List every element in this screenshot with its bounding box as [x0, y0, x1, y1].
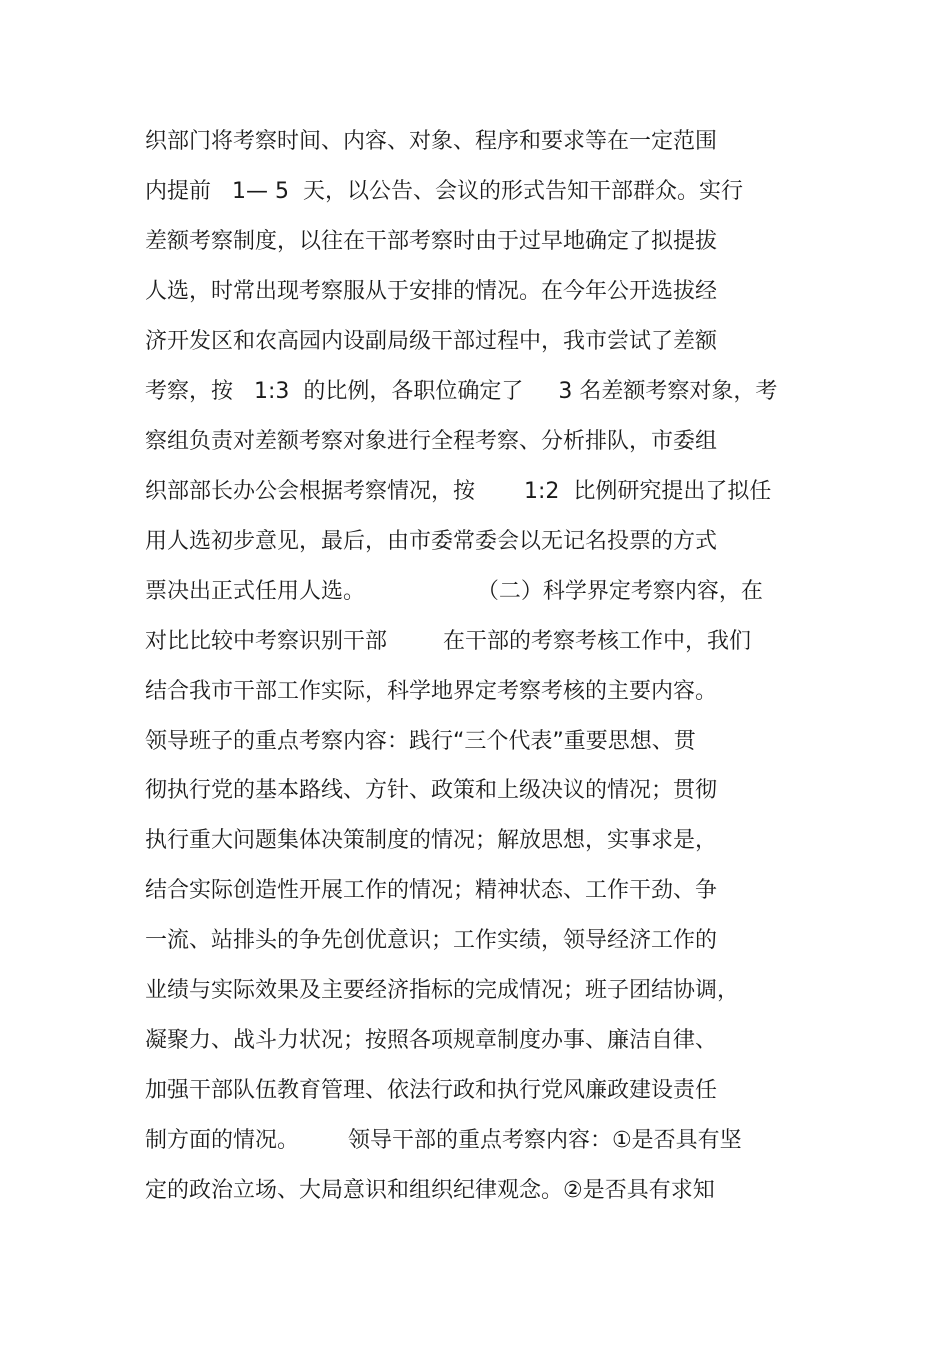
text-line: 差额考察制度，以往在干部考察时由于过早地确定了拟提拔	[145, 229, 718, 254]
text-line: 领导班子的重点考察内容：践行“三个代表”重要思想、贯	[145, 729, 696, 754]
text-line: 织部部长办公会根据考察情况，按 1:2 比例研究提出了拟任	[145, 479, 772, 504]
text-line: 制方面的情况。 领导干部的重点考察内容：①是否具有坚	[145, 1128, 742, 1153]
text-line: 加强干部队伍教育管理、依法行政和执行党风廉政建设责任	[145, 1078, 718, 1103]
text-line: 察组负责对差额考察对象进行全程考察、分析排队，市委组	[145, 429, 718, 454]
text-line: 人选，时常出现考察服从于安排的情况。在今年公开选拔经	[145, 279, 718, 304]
text-line: 一流、站排头的争先创优意识；工作实绩，领导经济工作的	[145, 928, 718, 953]
text-line: 内提前 1— 5 天，以公告、会议的形式告知干部群众。实行	[145, 179, 743, 204]
text-line: 执行重大问题集体决策制度的情况；解放思想，实事求是，	[145, 828, 718, 853]
text-line: 业绩与实际效果及主要经济指标的完成情况；班子团结协调，	[145, 978, 740, 1003]
text-line: 结合我市干部工作实际，科学地界定考察考核的主要内容。	[145, 679, 718, 704]
text-line: 用人选初步意见，最后，由市委常委会以无记名投票的方式	[145, 529, 718, 554]
text-line: 定的政治立场、大局意识和组织纪律观念。②是否具有求知	[145, 1178, 715, 1203]
text-line: 结合实际创造性开展工作的情况；精神状态、工作干劲、争	[145, 878, 718, 903]
text-line: 彻执行党的基本路线、方针、政策和上级决议的情况；贯彻	[145, 778, 718, 803]
text-line: 凝聚力、战斗力状况；按照各项规章制度办事、廉洁自律、	[145, 1028, 718, 1053]
text-line: 织部门将考察时间、内容、对象、程序和要求等在一定范围	[145, 129, 718, 154]
text-line: 考察，按 1:3 的比例，各职位确定了 3 名差额考察对象，考	[145, 379, 778, 404]
text-line: 票决出正式任用人选。 （二）科学界定考察内容，在	[145, 579, 763, 604]
text-line: 济开发区和农高园内设副局级干部过程中，我市尝试了差额	[145, 329, 718, 354]
text-line: 对比比较中考察识别干部 在干部的考察考核工作中，我们	[145, 629, 751, 654]
